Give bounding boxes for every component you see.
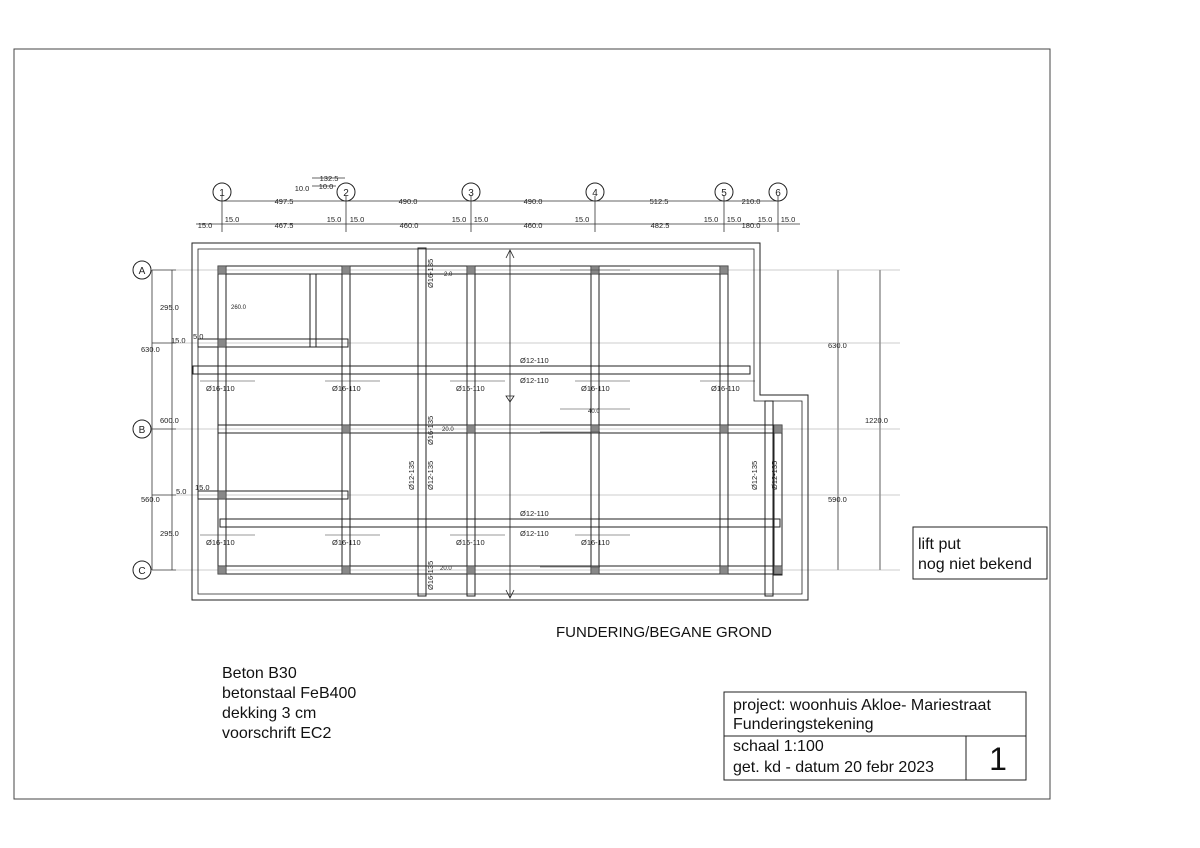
svg-text:460.0: 460.0: [523, 221, 543, 230]
left-dimension-texts: [138, 303, 210, 538]
svg-text:Ø16-110: Ø16-110: [332, 384, 361, 393]
svg-text:Ø16-110: Ø16-110: [332, 538, 361, 547]
foundation-outline: [192, 243, 808, 600]
dim-top-4: 512.5: [649, 197, 669, 206]
svg-text:Ø16-135: Ø16-135: [426, 560, 435, 590]
svg-text:Ø16-110: Ø16-110: [456, 538, 485, 547]
grid-row-c: C: [138, 566, 146, 577]
center-vertical-dimension: [506, 250, 514, 598]
svg-text:Ø16-110: Ø16-110: [456, 384, 485, 393]
svg-text:Ø16-110: Ø16-110: [206, 384, 235, 393]
svg-text:15.0: 15.0: [574, 215, 590, 224]
dim-top-1: 497.5: [274, 197, 294, 206]
dim-right-1: 630.0: [828, 341, 847, 350]
rebar-leader-lines: [200, 270, 755, 567]
drawing-title: FUNDERING/BEGANE GROND: [556, 624, 772, 641]
svg-text:15.0: 15.0: [195, 483, 210, 492]
column-pads: [218, 266, 782, 574]
grid-row-b: B: [138, 425, 146, 436]
svg-text:Ø16-110: Ø16-110: [581, 538, 610, 547]
svg-text:20.0: 20.0: [442, 427, 454, 433]
svg-text:Ø12-135: Ø12-135: [770, 460, 779, 490]
svg-text:460.0: 460.0: [399, 221, 419, 230]
svg-text:40.0: 40.0: [588, 409, 600, 415]
svg-text:Ø12-110: Ø12-110: [520, 376, 549, 385]
top-dimension-texts-row2: [198, 215, 796, 230]
svg-text:15.0: 15.0: [703, 215, 719, 224]
svg-text:15.0: 15.0: [473, 215, 489, 224]
dim-top-2: 490.0: [398, 197, 418, 206]
svg-text:15.0: 15.0: [757, 215, 773, 224]
svg-text:Ø16-110: Ø16-110: [206, 538, 235, 547]
lift-note-line-1: lift put: [918, 536, 961, 553]
svg-text:15.0: 15.0: [197, 221, 213, 230]
svg-text:260.0: 260.0: [231, 305, 247, 311]
grid-row-a: A: [138, 266, 146, 277]
note-steel: betonstaal FeB400: [222, 685, 357, 702]
svg-text:Ø12-110: Ø12-110: [520, 529, 549, 538]
dim-top-small-1: 132.5: [319, 174, 339, 183]
title-block-scale: schaal 1:100: [733, 738, 824, 755]
svg-text:Ø12-110: Ø12-110: [520, 356, 549, 365]
grid-col-6: 6: [775, 188, 781, 199]
dim-top-5: 210.0: [741, 197, 761, 206]
svg-text:295.0: 295.0: [160, 303, 179, 312]
grid-col-2: 2: [343, 188, 349, 199]
svg-text:Ø12-135: Ø12-135: [426, 460, 435, 490]
grid-axis-lines: [176, 270, 900, 570]
note-concrete: Beton B30: [222, 665, 297, 682]
svg-text:Ø16-135: Ø16-135: [426, 258, 435, 288]
svg-text:Ø12-110: Ø12-110: [520, 509, 549, 518]
foundation-beams: [193, 248, 782, 596]
svg-text:15.0: 15.0: [171, 336, 186, 345]
svg-text:Ø16-110: Ø16-110: [711, 384, 740, 393]
svg-text:482.5: 482.5: [650, 221, 670, 230]
lift-note-line-2: nog niet bekend: [918, 556, 1032, 573]
dim-right-3: 590.0: [828, 495, 847, 504]
svg-text:180.0: 180.0: [741, 221, 761, 230]
svg-text:15.0: 15.0: [326, 215, 342, 224]
svg-text:600.0: 600.0: [160, 416, 179, 425]
svg-text:Ø12-135: Ø12-135: [750, 460, 759, 490]
svg-text:467.5: 467.5: [274, 221, 294, 230]
svg-text:15.0: 15.0: [726, 215, 742, 224]
title-block-sheet-number: 1: [989, 741, 1007, 777]
svg-text:Ø16-135: Ø16-135: [426, 415, 435, 445]
rebar-labels: [206, 259, 779, 590]
svg-text:5.0: 5.0: [176, 487, 187, 496]
note-standard: voorschrift EC2: [222, 725, 332, 742]
grid-col-3: 3: [468, 188, 474, 199]
svg-text:5.0: 5.0: [193, 332, 204, 341]
title-block-drawn: get. kd - datum 20 febr 2023: [733, 759, 935, 776]
title-block-project: project: woonhuis Akloe- Mariestraat: [733, 697, 991, 714]
svg-text:20.0: 20.0: [440, 566, 452, 572]
svg-text:15.0: 15.0: [780, 215, 796, 224]
svg-text:Ø16-110: Ø16-110: [581, 384, 610, 393]
svg-text:15.0: 15.0: [224, 215, 240, 224]
grid-col-5: 5: [721, 188, 727, 199]
note-cover: dekking 3 cm: [222, 705, 317, 722]
dim-top-small-2: 10.0: [294, 184, 310, 193]
dim-right-2: 1220.0: [865, 416, 888, 425]
dim-top-small-3: 10.0: [318, 182, 334, 191]
grid-col-4: 4: [592, 188, 598, 199]
svg-text:15.0: 15.0: [349, 215, 365, 224]
svg-text:630.0: 630.0: [141, 345, 160, 354]
svg-text:15.0: 15.0: [451, 215, 467, 224]
svg-text:560.0: 560.0: [141, 495, 160, 504]
row-grid-markers: [133, 261, 151, 579]
svg-text:Ø12-135: Ø12-135: [407, 460, 416, 490]
grid-col-1: 1: [219, 188, 225, 199]
dim-top-3: 490.0: [523, 197, 543, 206]
svg-text:295.0: 295.0: [160, 529, 179, 538]
svg-text:2.0: 2.0: [444, 272, 453, 278]
title-block-subject: Funderingstekening: [733, 716, 874, 733]
